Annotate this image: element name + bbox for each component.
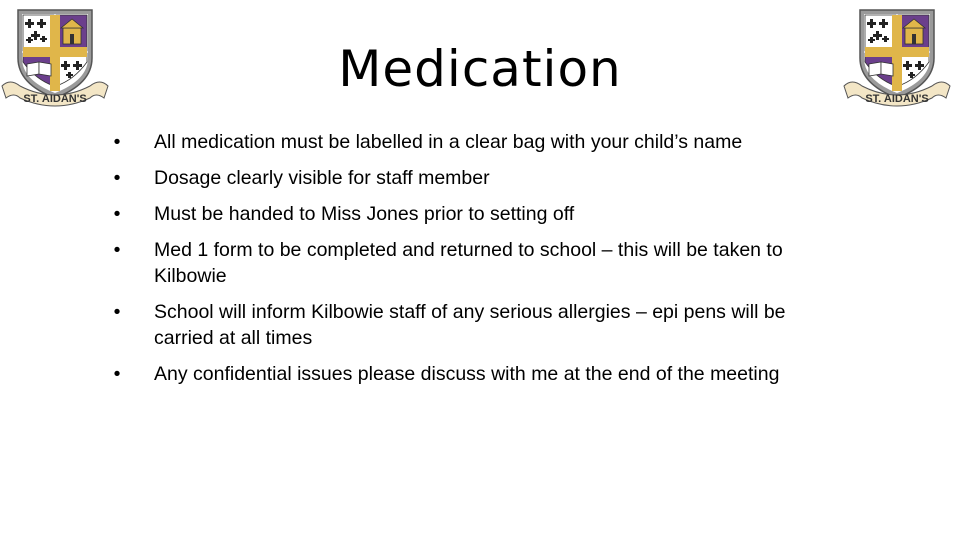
list-item (110, 361, 840, 387)
school-crest-icon (842, 6, 952, 110)
bullet-text: All medication must be labelled in a clear bag with your child’s name (154, 131, 743, 153)
bullet-text: Any confidential issues please discuss with me at the end of the meeting (154, 363, 780, 385)
list-item (110, 129, 840, 155)
list-item (110, 165, 840, 191)
bullet-marker: • (113, 131, 121, 153)
bullet-marker: • (113, 363, 121, 385)
bullet-marker: • (113, 167, 121, 189)
crest-motto: ST. AIDAN'S (23, 93, 87, 105)
bullet-text: Must be handed to Miss Jones prior to setting off (154, 203, 575, 225)
crest-motto: ST. AIDAN'S (865, 93, 929, 105)
bullet-marker: • (113, 239, 121, 261)
bullet-marker: • (113, 203, 121, 225)
bullet-text: Dosage clearly visible for staff member (154, 167, 490, 189)
bullet-marker: • (113, 301, 121, 323)
list-item (110, 201, 840, 227)
slide-title: Medication (338, 40, 622, 98)
bullet-list (110, 129, 840, 397)
school-crest-icon (0, 6, 110, 110)
list-item (110, 299, 840, 351)
bullet-text: School will inform Kilbowie staff of any serious allergies – epi pens will be carried at all times (154, 301, 786, 349)
bullet-text: Med 1 form to be completed and returned to school – this will be taken to Kilbowie (154, 239, 783, 287)
list-item (110, 237, 840, 289)
